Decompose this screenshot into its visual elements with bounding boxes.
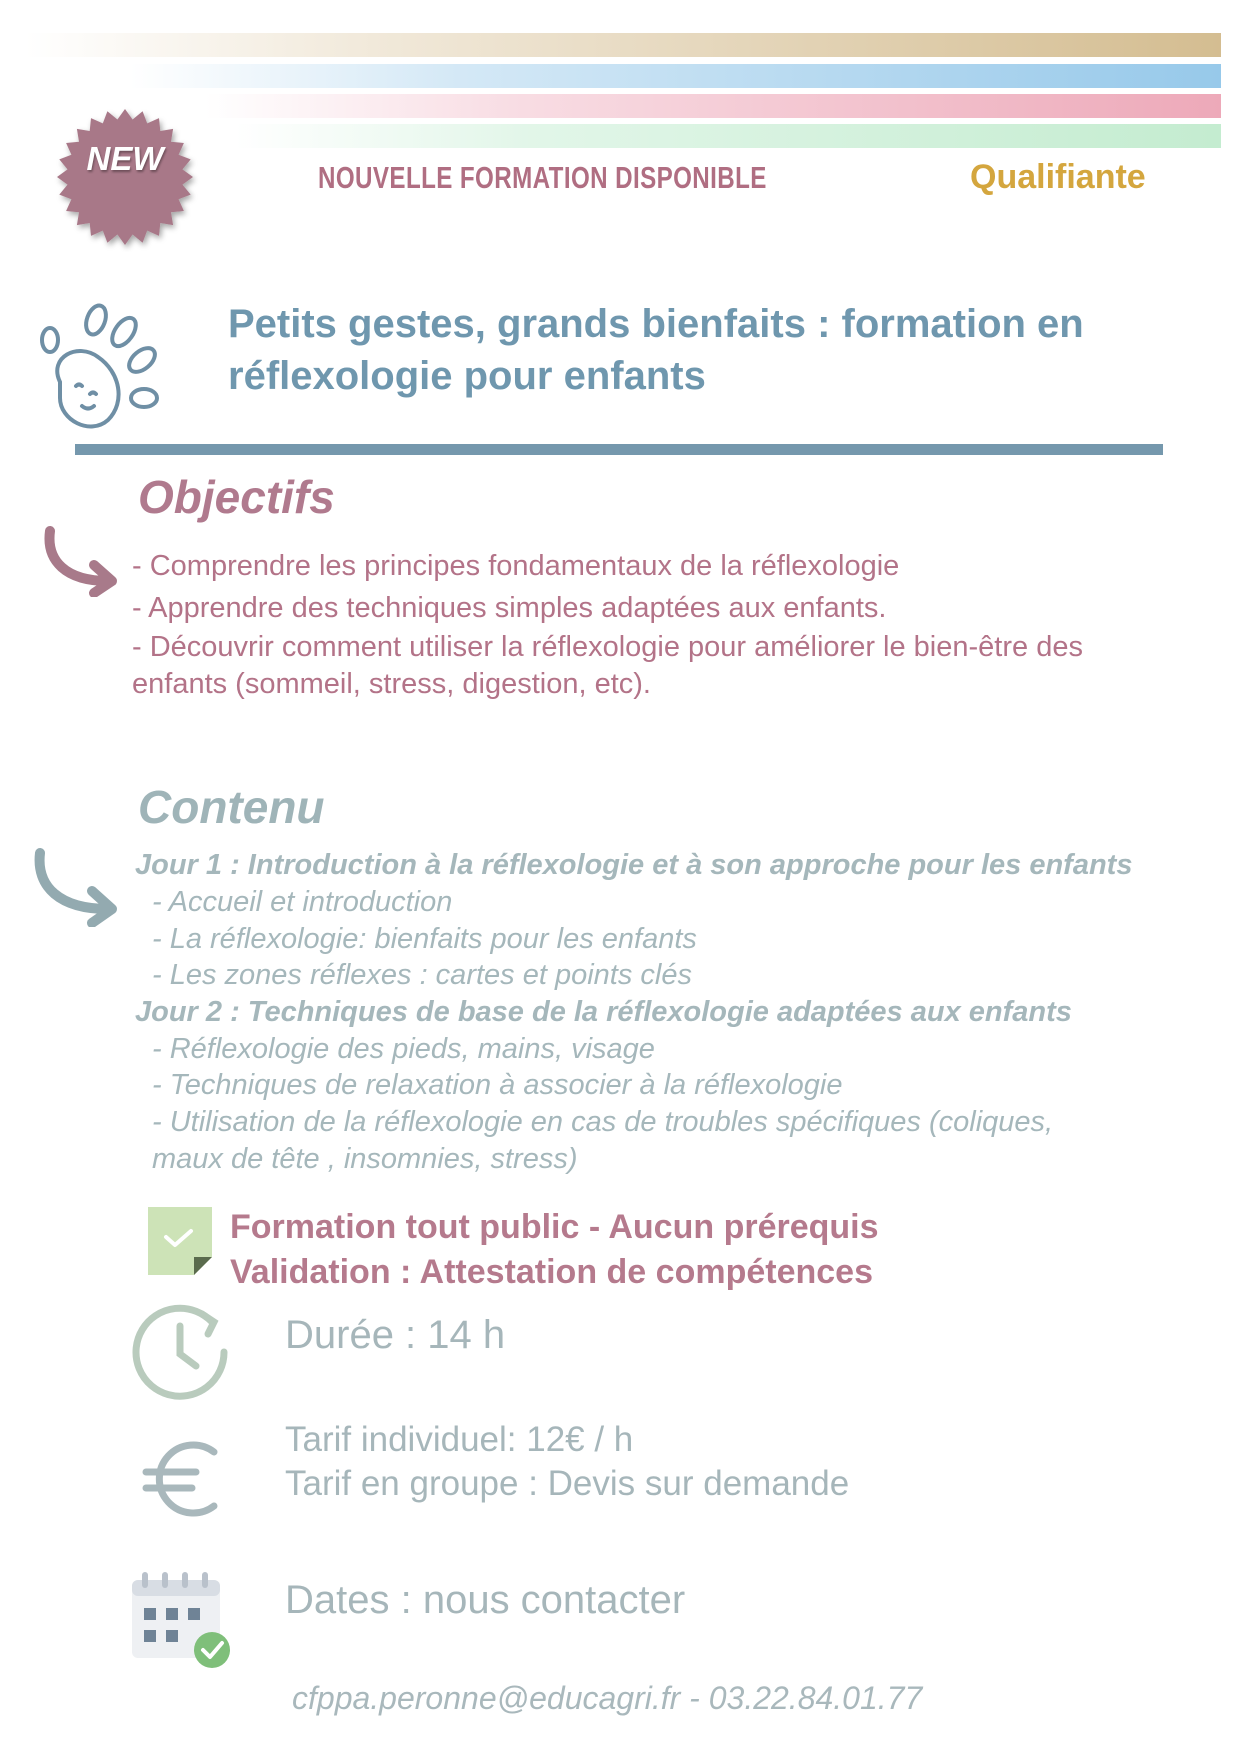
curved-arrow-icon <box>32 847 124 927</box>
day1-item: - Accueil et introduction <box>152 886 453 918</box>
public-text: Formation tout public - Aucun prérequis <box>230 1208 879 1246</box>
euro-icon <box>140 1436 230 1520</box>
stripe-green <box>235 124 1221 148</box>
stripe-gold <box>25 33 1221 57</box>
day2-item: - Utilisation de la réflexologie en cas de troubles spécifiques (coliques, <box>152 1105 1054 1138</box>
objectif-item: enfants (sommeil, stress, digestion, etc). <box>132 668 651 700</box>
validation-text: Validation : Attestation de compétences <box>230 1253 873 1291</box>
tarif-individuel: Tarif individuel: 12€ / h <box>285 1420 634 1459</box>
objectif-item: - Découvrir comment utiliser la réflexologie pour améliorer le bien-être des <box>132 631 1083 663</box>
main-title-line2: réflexologie pour enfants <box>228 354 706 398</box>
duree-text: Durée : 14 h <box>285 1313 506 1357</box>
banner-text: NOUVELLE FORMATION DISPONIBLE <box>318 160 767 195</box>
tarif-block <box>285 1418 849 1506</box>
day2-title: Jour 2 : Techniques de base de la réflexologie adaptées aux enfants <box>135 995 1072 1028</box>
stripe-pink <box>205 94 1221 118</box>
stripe-blue <box>130 64 1221 88</box>
qualifiante-tag: Qualifiante <box>970 158 1146 196</box>
main-title-line1: Petits gestes, grands bienfaits : formation en <box>228 302 1084 346</box>
day2-item: - Techniques de relaxation à associer à la réflexologie <box>152 1069 843 1102</box>
day2-item: maux de tête , insomnies, stress) <box>152 1142 578 1175</box>
contenu-heading: Contenu <box>138 781 325 833</box>
objectif-item: - Apprendre des techniques simples adaptées aux enfants. <box>132 592 887 624</box>
objectif-item: - Comprendre les principes fondamentaux de la réflexologie <box>132 550 900 582</box>
child-hand-icon <box>38 302 168 432</box>
main-title <box>228 298 1178 402</box>
calendar-check-icon <box>128 1568 238 1672</box>
objectifs-heading: Objectifs <box>138 471 335 523</box>
day2-item: - Réflexologie des pieds, mains, visage <box>152 1032 655 1065</box>
checkmark-note-icon <box>146 1205 216 1277</box>
contact-line[interactable]: cfppa.peronne@educagri.fr - 03.22.84.01.77 <box>292 1680 923 1716</box>
day1-title: Jour 1 : Introduction à la réflexologie et à son approche pour les enfants <box>135 849 1133 881</box>
tarif-groupe: Tarif en groupe : Devis sur demande <box>285 1464 850 1503</box>
day1-item: - Les zones réflexes : cartes et points clés <box>152 959 692 992</box>
new-badge-label: NEW <box>86 140 164 177</box>
objectifs-list <box>132 545 1192 703</box>
day1-item: - La réflexologie: bienfaits pour les enfants <box>152 922 697 955</box>
features-block <box>230 1205 879 1295</box>
dates-text: Dates : nous contacter <box>285 1578 686 1622</box>
title-divider <box>75 444 1163 455</box>
curved-arrow-icon <box>42 525 124 597</box>
clock-icon <box>132 1300 232 1400</box>
contenu-section <box>135 847 1215 1177</box>
